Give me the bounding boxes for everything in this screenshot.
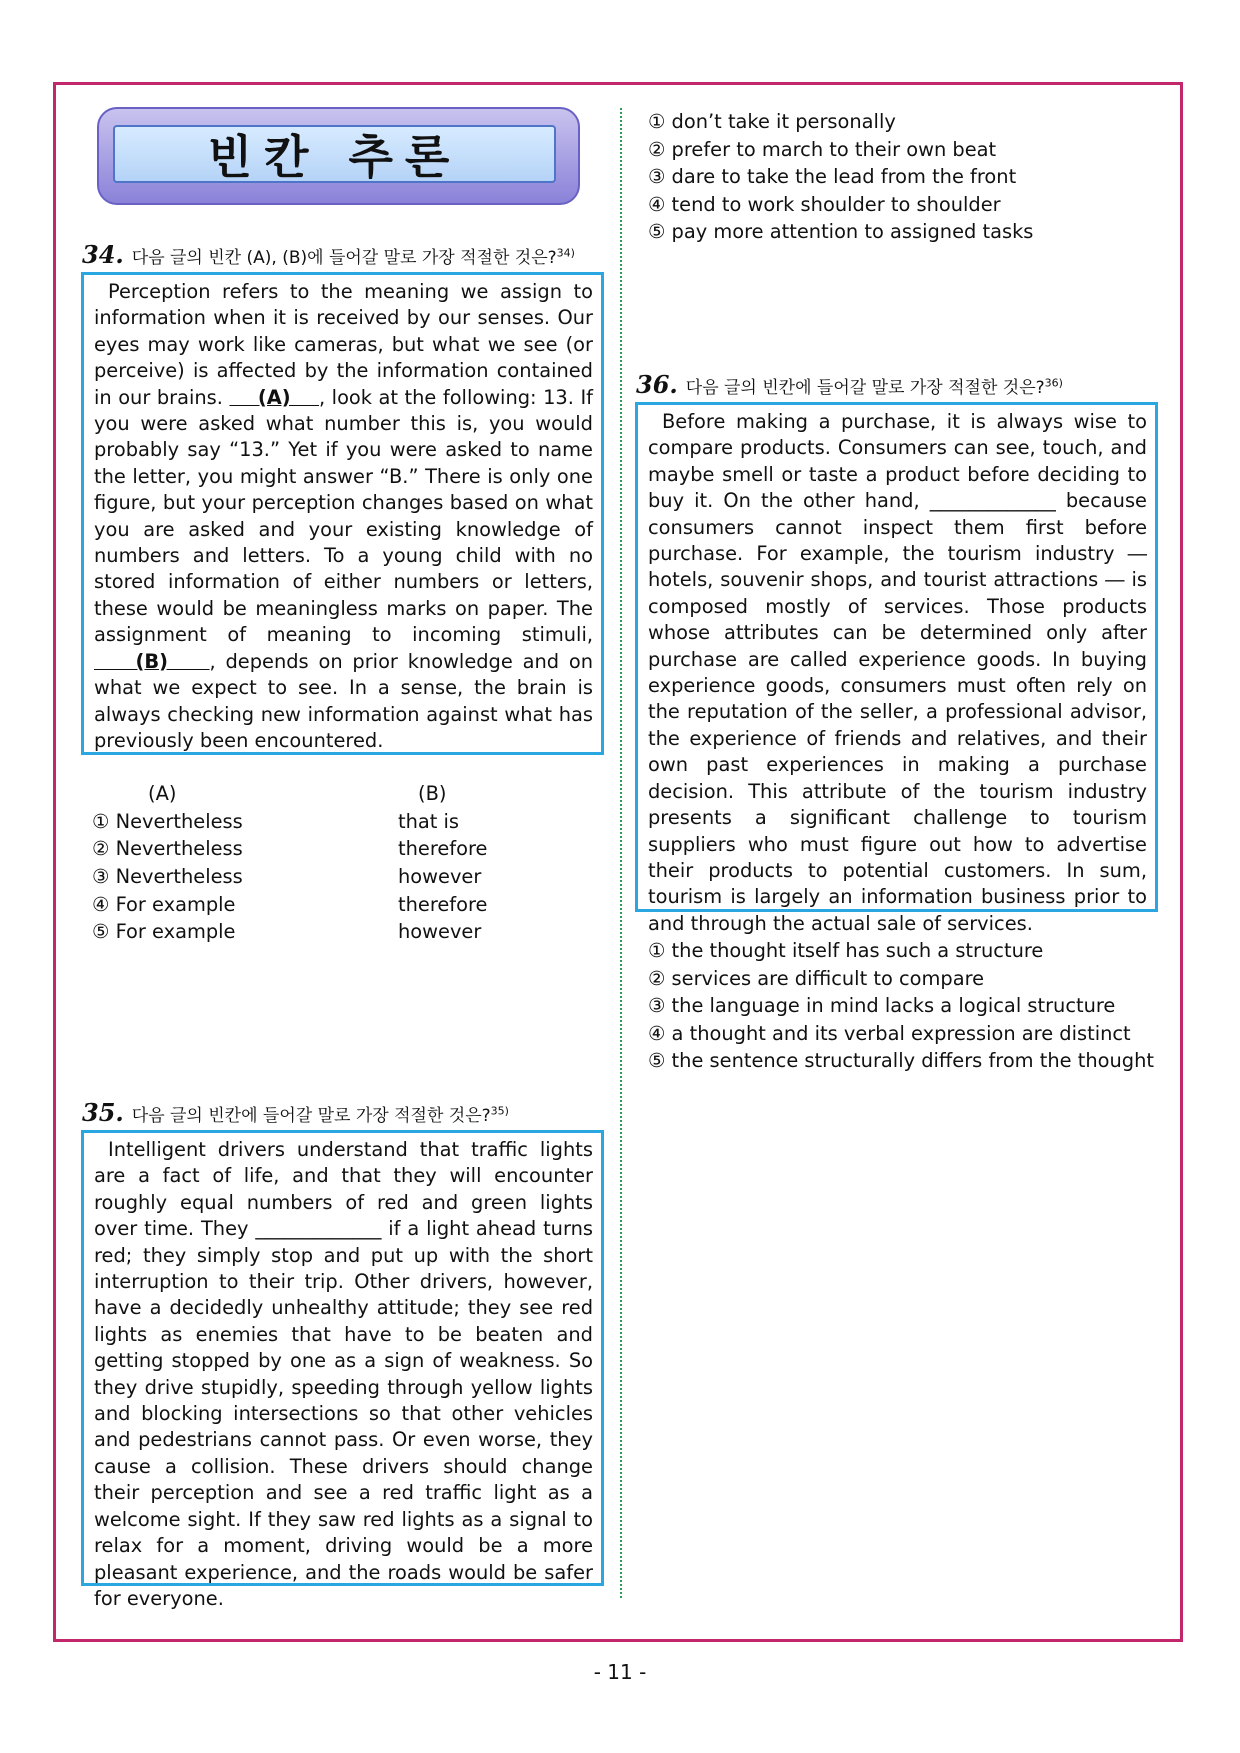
q35-option[interactable]: ① don’t take it personally [648,110,896,133]
q36-number: 36. [636,370,678,399]
q36-prompt: 다음 글의 빈칸에 들어갈 말로 가장 적절한 것은?$^{36)}$ [685,376,1063,398]
q36-option[interactable]: ④ a thought and its verbal expression are distinct [648,1021,1131,1045]
q35-number: 35. [82,1098,124,1127]
q36-option[interactable]: ③ the language in mind lacks a logical structure [648,994,1116,1018]
q34-header-a: (A) [148,782,177,806]
q36-option[interactable]: ① the thought itself has such a structure [648,939,1044,962]
q34-option[interactable]: ④ For example therefore [92,892,488,916]
q35-options [648,108,1033,246]
q34-option[interactable]: ① Nevertheless that is [92,809,460,833]
column-divider [620,108,622,1598]
q36-options [648,937,1154,1075]
q35-option[interactable]: ④ tend to work shoulder to shoulder [648,192,1001,216]
section-title: 빈칸 추론 [113,125,556,183]
q34-option[interactable]: ② Nevertheless therefore [92,837,488,861]
q34-blank-b: (B) [94,649,210,673]
q34-prompt: 다음 글의 빈칸 (A), (B)에 들어갈 말로 가장 적절한 것은?$^{34)}$ [131,246,575,268]
q35-header [82,1098,509,1127]
q36-option[interactable]: ② services are difficult to compare [648,966,985,990]
q35-blank: _____________ [255,1217,382,1241]
page-number: - 11 - [593,1660,647,1684]
q35-prompt: 다음 글의 빈칸에 들어갈 말로 가장 적절한 것은?$^{35)}$ [131,1104,509,1126]
q34-blank-a: (A) [229,385,319,409]
q34-option[interactable]: ③ Nevertheless however [92,865,482,889]
q34-header [82,240,575,269]
q35-option[interactable]: ② prefer to march to their own beat [648,137,997,161]
q36-header [636,370,1063,399]
q34-header-b: (B) [418,782,447,806]
q35-passage: Intelligent drivers understand that traffic lights are a fact of life, and that they will encounter roughly equal numbers of red and green lights over time. They _____________ if a light ahead turns red; they simply stop and put up with the short interruption to their trip. Other drivers, however, have a decidedly unhealthy attitude; they see red lights as enemies that have to be beaten and getting stopped by one as a sign of weakness. So they drive stupidly, speeding through yellow lights and blocking intersections so that other vehicles and pedestrians cannot pass. Or even worse, they cause a collision. These drivers should change their perception and see a red traffic light as a welcome sight. If they saw red lights as a signal to relax for a moment, driving would be a more pleasant experience, and the roads would be safer for everyone. [81,1130,604,1586]
q36-blank: _____________ [929,489,1056,513]
q34-passage: Perception refers to the meaning we assign to information when it is received by our senses. Our eyes may work like cameras, but what we see (or perceive) is affected by the information contained in our brains. (A) , look at the following: 13. If you were asked what number this is, you would probably say “13.” Yet if you were asked to name the letter, you might answer “B.” There is only one figure, but your perception changes based on what you are asked and your existing knowledge of numbers and letters. To a young child with no stored information of either numbers or letters, these would be meaningless marks on paper. The assignment of meaning to incoming stimuli, (B) , depends on prior knowledge and on what we expect to see. In a sense, the brain is always checking new information against what has previously been encountered. [81,272,604,755]
q35-option[interactable]: ⑤ pay more attention to assigned tasks [648,220,1034,244]
q36-passage: Before making a purchase, it is always wise to compare products. Consumers can see, touch, and maybe smell or taste a product before deciding to buy it. On the other hand, _____________ because consumers cannot inspect them first before purchase. For example, the tourism industry ― hotels, souvenir shops, and tourist attractions ― is composed mostly of services. Those products whose attributes can be determined only after purchase are called experience goods. In buying experience goods, consumers must often rely on the reputation of the seller, a professional advisor, the experience of friends and relatives, and their own past experiences in making a purchase decision. This attribute of the tourism industry presents a significant challenge to tourism suppliers who must figure out how to advertise their products to potential customers. In sum, tourism is largely an information business prior to and through the actual sale of services. [635,402,1158,912]
q34-option[interactable]: ⑤ For example however [92,920,482,944]
q34-number: 34. [82,240,124,269]
q34-options [92,780,487,946]
q36-option[interactable]: ⑤ the sentence structurally differs from the thought [648,1049,1154,1073]
q35-option[interactable]: ③ dare to take the lead from the front [648,165,1017,189]
section-title-banner [97,107,580,205]
